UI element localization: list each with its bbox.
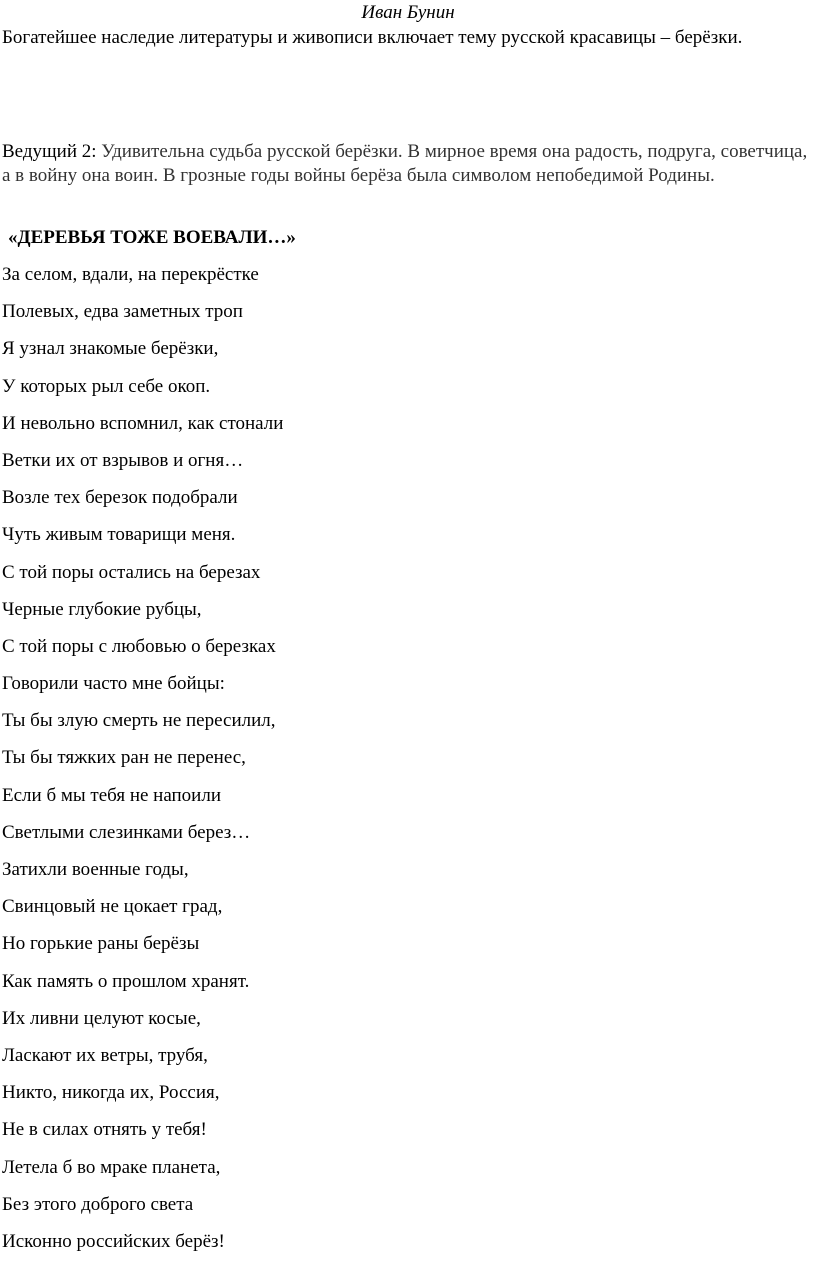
poem-line: Не в силах отнять у тебя! <box>2 1119 207 1141</box>
poem-line: Как память о прошлом хранят. <box>2 970 250 992</box>
poem-line: С той поры остались на березах <box>2 561 261 583</box>
poem-line: Черные глубокие рубцы, <box>2 598 202 620</box>
author-name: Иван Бунин <box>361 2 455 23</box>
host-label: Ведущий 2: <box>2 141 97 162</box>
poem-title: «ДЕРЕВЬЯ ТОЖЕ ВОЕВАЛИ…» <box>8 227 296 248</box>
host-text: Удивительна судьба русской берёзки. В мирное время она радость, подруга, советчица, а в войну она воин. В грозные годы войны берёза была символом непобедимой Родины. <box>2 141 808 186</box>
poem-line: Я узнал знакомые берёзки, <box>2 338 219 360</box>
poem-line: Затихли военные годы, <box>2 859 189 880</box>
intro-paragraph: Богатейшее наследие литературы и живописи включает тему русской красавицы – берёзки. <box>2 27 743 48</box>
poem-line: Чуть живым товарищи меня. <box>2 524 236 546</box>
poem-line: Свинцовый не цокает град, <box>2 896 223 918</box>
poem-line: Ветки их от взрывов и огня… <box>2 449 244 471</box>
poem-line: Их ливни целуют косые, <box>2 1007 201 1029</box>
poem-line: За селом, вдали, на перекрёстке <box>2 264 259 285</box>
poem-line: И невольно вспомнил, как стонали <box>2 412 284 434</box>
poem-line: Исконно российских берёз! <box>2 1230 225 1252</box>
poem-line: С той поры с любовью о березках <box>2 635 276 657</box>
poem-line: Если б мы тебя не напоили <box>2 784 222 806</box>
poem-line: Говорили часто мне бойцы: <box>2 673 225 695</box>
poem-line: Светлыми слезинками берез… <box>2 821 251 843</box>
poem-lines <box>2 263 283 1267</box>
poem-line: Летела б во мраке планета, <box>2 1156 221 1178</box>
poem-line: У которых рыл себе окоп. <box>2 375 211 397</box>
poem-line: Полевых, едва заметных троп <box>2 301 243 323</box>
poem-line: Ласкают их ветры, трубя, <box>2 1044 208 1066</box>
poem-line: Никто, никогда их, Россия, <box>2 1082 220 1104</box>
poem-line: Но горькие раны берёзы <box>2 933 200 955</box>
poem-line: Ты бы тяжких ран не перенес, <box>2 747 246 769</box>
poem-line: Ты бы злую смерть не пересилил, <box>2 710 276 732</box>
poem-line: Возле тех березок подобрали <box>2 487 238 509</box>
poem-line: Без этого доброго света <box>2 1193 194 1215</box>
host-paragraph <box>2 140 808 188</box>
